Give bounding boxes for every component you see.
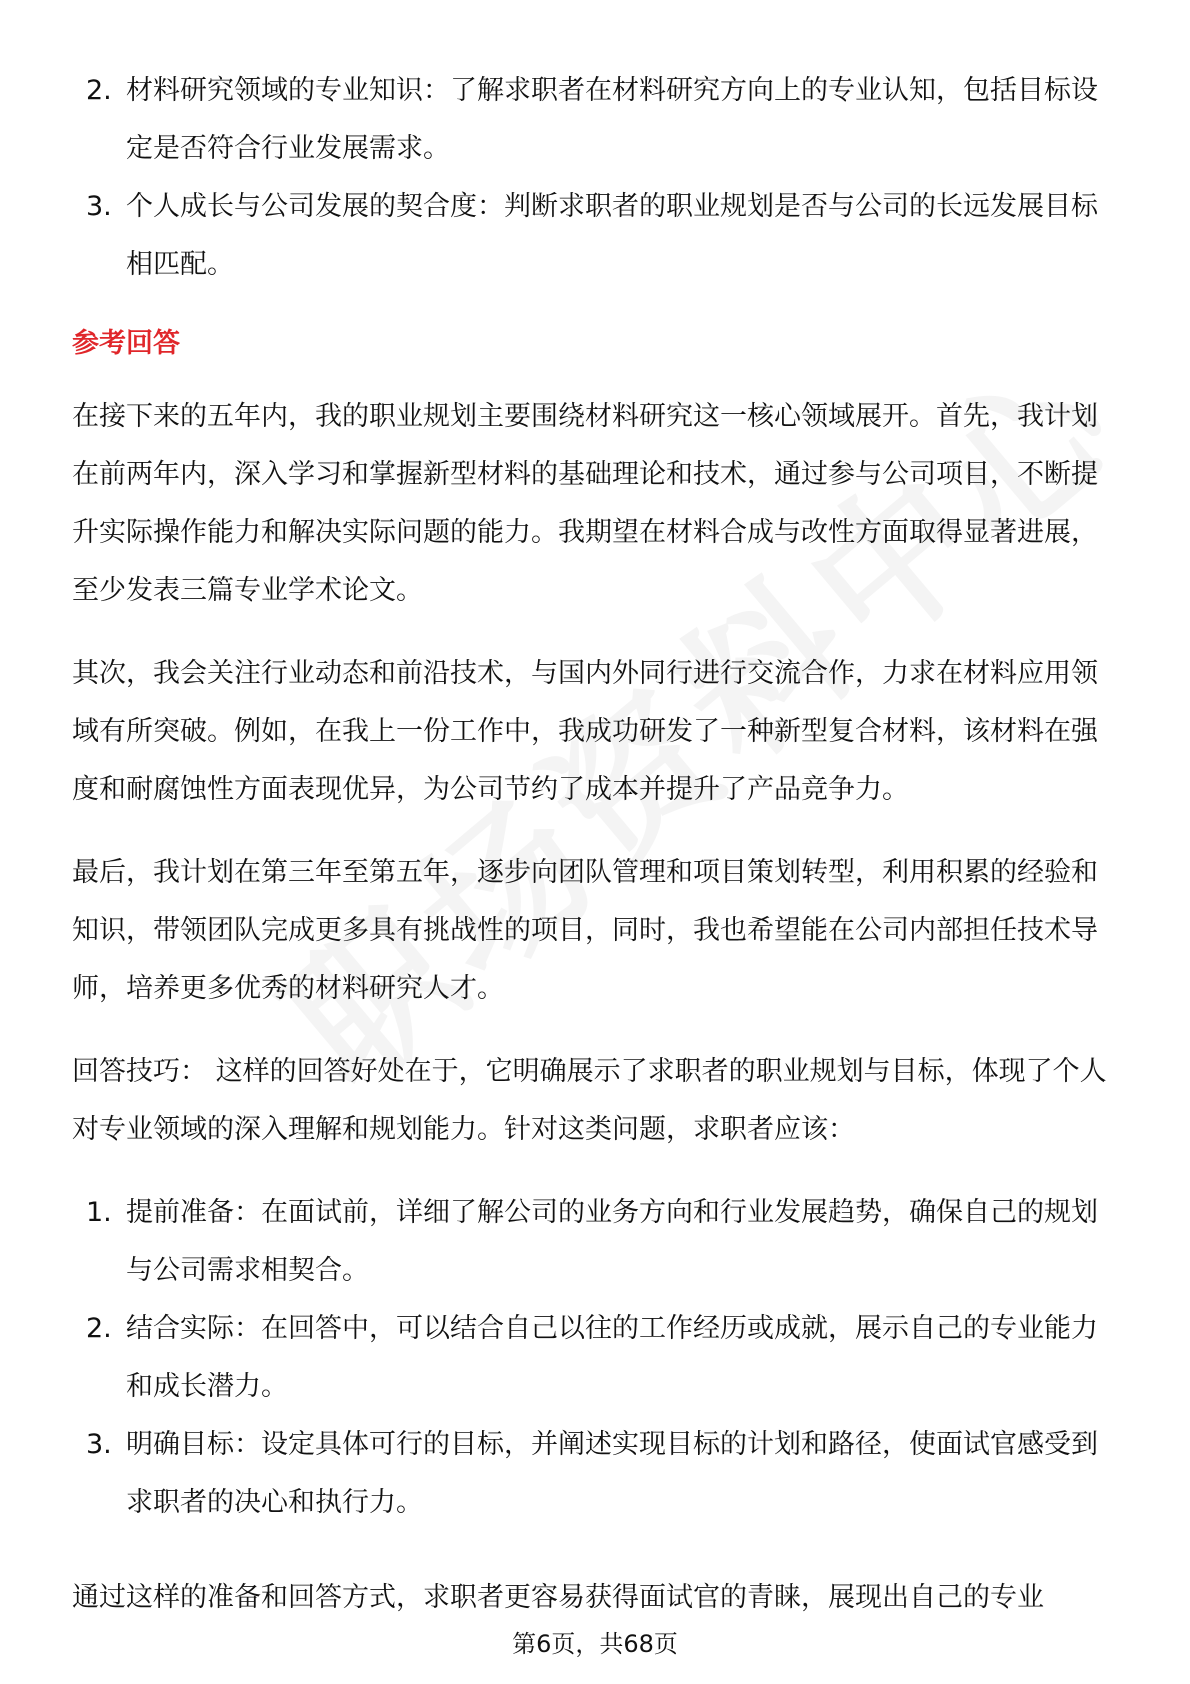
list-item [72, 1416, 1122, 1532]
list-item-text: 个人成长与公司发展的契合度：判断求职者的职业规划是否与公司的长远发展目标相匹配。 [126, 191, 1098, 280]
list-number: 3. [86, 191, 112, 222]
answer-paragraph: 其次，我会关注行业动态和前沿技术，与国内外同行进行交流合作，力求在材料应用领域有所突破。例如，在我上一份工作中，我成功研发了一种新型复合材料，该材料在强度和耐腐蚀性方面表现优异，为公司节约了成本并提升了产品竞争力。 [72, 658, 1098, 805]
list-number: 3. [86, 1429, 112, 1460]
closing-paragraph: 通过这样的准备和回答方式，求职者更容易获得面试官的青睐，展现出自己的专业 [72, 1582, 1044, 1613]
answer-paragraph: 最后，我计划在第三年至第五年，逐步向团队管理和项目策划转型，利用积累的经验和知识，带领团队完成更多具有挑战性的项目，同时，我也希望能在公司内部担任技术导师，培养更多优秀的材料研究人才。 [72, 857, 1098, 1004]
list-number: 2. [86, 75, 112, 106]
list-item [72, 1300, 1122, 1416]
criteria-list [72, 62, 1122, 294]
page-content [72, 62, 1122, 1552]
list-item [72, 178, 1122, 294]
tips-list [72, 1184, 1122, 1532]
section-heading: 参考回答 [72, 328, 180, 359]
list-number: 2. [86, 1313, 112, 1344]
list-item [72, 1184, 1122, 1300]
answer-paragraph: 在接下来的五年内，我的职业规划主要围绕材料研究这一核心领域展开。首先，我计划在前两年内，深入学习和掌握新型材料的基础理论和技术，通过参与公司项目，不断提升实际操作能力和解决实际问题的能力。我期望在材料合成与改性方面取得显著进展，至少发表三篇专业学术论文。 [72, 401, 1098, 606]
page-footer: 第6页，共68页 [512, 1630, 678, 1658]
list-number: 1. [86, 1197, 112, 1228]
list-item-text: 明确目标：设定具体可行的目标，并阐述实现目标的计划和路径，使面试官感受到求职者的决心和执行力。 [126, 1429, 1098, 1518]
list-item-text: 材料研究领域的专业知识：了解求职者在材料研究方向上的专业认知，包括目标设定是否符合行业发展需求。 [126, 75, 1098, 164]
list-item-text: 提前准备：在面试前，详细了解公司的业务方向和行业发展趋势，确保自己的规划与公司需求相契合。 [126, 1197, 1098, 1286]
tips-intro-paragraph: 回答技巧： 这样的回答好处在于，它明确展示了求职者的职业规划与目标，体现了个人对专业领域的深入理解和规划能力。针对这类问题，求职者应该： [72, 1056, 1107, 1145]
list-item-text: 结合实际：在回答中，可以结合自己以往的工作经历或成就，展示自己的专业能力和成长潜力。 [126, 1313, 1098, 1402]
list-item [72, 62, 1122, 178]
